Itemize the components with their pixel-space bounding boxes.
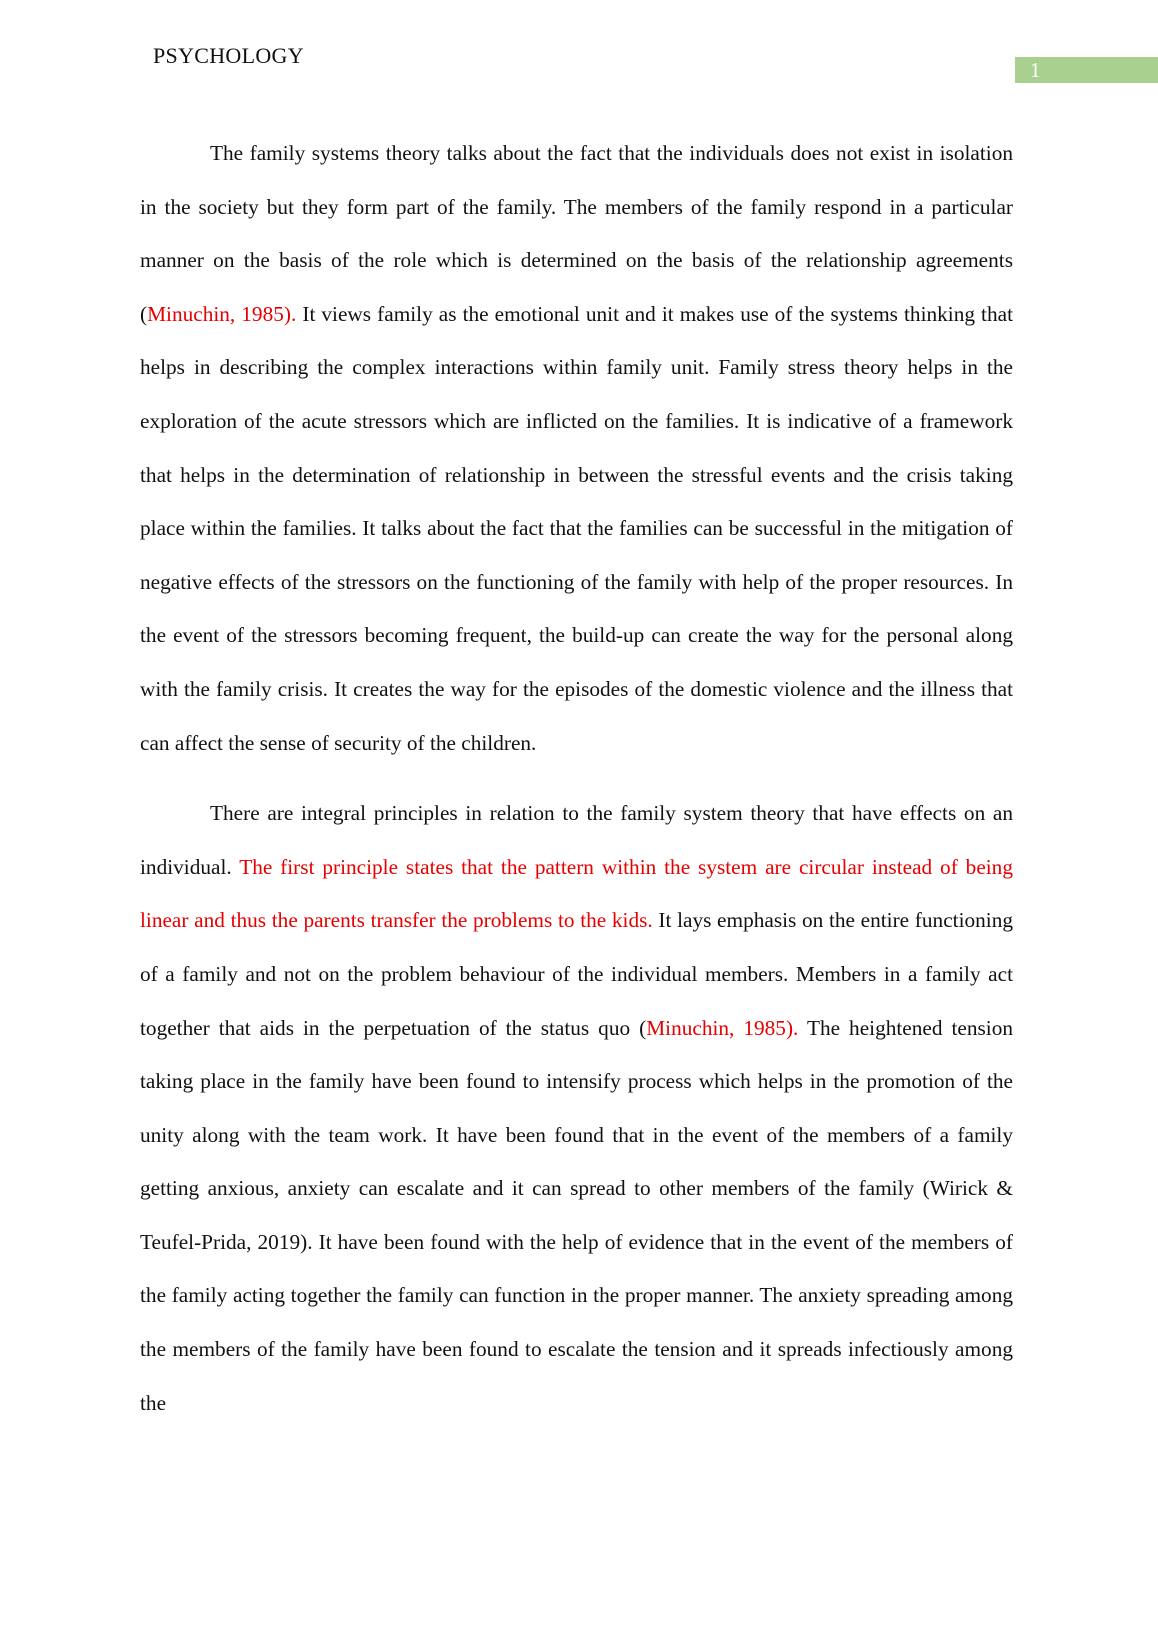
highlighted-principle-text: The first principle states that the pattern within the system are circular instead of being linear and thus the parents transfer the problems to the kids. bbox=[140, 854, 1013, 933]
citation-minuchin-2: Minuchin, 1985). bbox=[646, 1015, 799, 1040]
paragraph-1-text-b: It views family as the emotional unit and it makes use of the systems thinking that helps in describing the complex interactions within family unit. Family stress theory helps in the exploration of the acute stressors which are inflicted on the families. It is indicative of a framework that helps in the determination of relationship in between the stressful events and the crisis taking place within the families. It talks about the fact that the families can be successful in the mitigation of negative effects of the stressors on the functioning of the family with help of the proper resources. In the event of the stressors becoming frequent, the build-up can create the way for the personal along with the family crisis. It creates the way for the episodes of the domestic violence and the illness that can affect the sense of security of the children. bbox=[140, 301, 1013, 755]
paragraph-2 bbox=[140, 787, 1013, 1430]
paragraph-2-text-c: The heightened tension taking place in the family have been found to intensify process which helps in the promotion of the unity along with the team work. It have been found that in the event of the members of a family getting anxious, anxiety can escalate and it can spread to other members of the family (Wirick & Teufel-Prida, 2019). It have been found with the help of evidence that in the event of the members of the family acting together the family can function in the proper manner. The anxiety spreading among the members of the family have been found to escalate the tension and it spreads infectiously among the bbox=[140, 1015, 1013, 1415]
citation-minuchin-1: Minuchin, 1985). bbox=[147, 301, 297, 326]
document-body bbox=[140, 127, 1013, 1430]
paragraph-1-text-a: The family systems theory talks about the fact that the individuals does not exist in isolation in the society but they form part of the family. The members of the family respond in a particular manner on the basis of the role which is determined on the basis of the relationship agreements ( bbox=[140, 141, 1013, 326]
running-header-title: PSYCHOLOGY bbox=[153, 43, 304, 68]
paragraph-2-text-b: It lays emphasis on the entire functioning of a family and not on the problem behaviour of the individual members. Members in a family act together that aids in the perpetuation of the status quo ( bbox=[140, 908, 1013, 1040]
paragraph-2-text-a: There are integral principles in relation to the family system theory that have effects on an individual. bbox=[140, 801, 1013, 879]
page-number-badge: 1 bbox=[1015, 57, 1158, 83]
paragraph-1 bbox=[140, 127, 1013, 770]
